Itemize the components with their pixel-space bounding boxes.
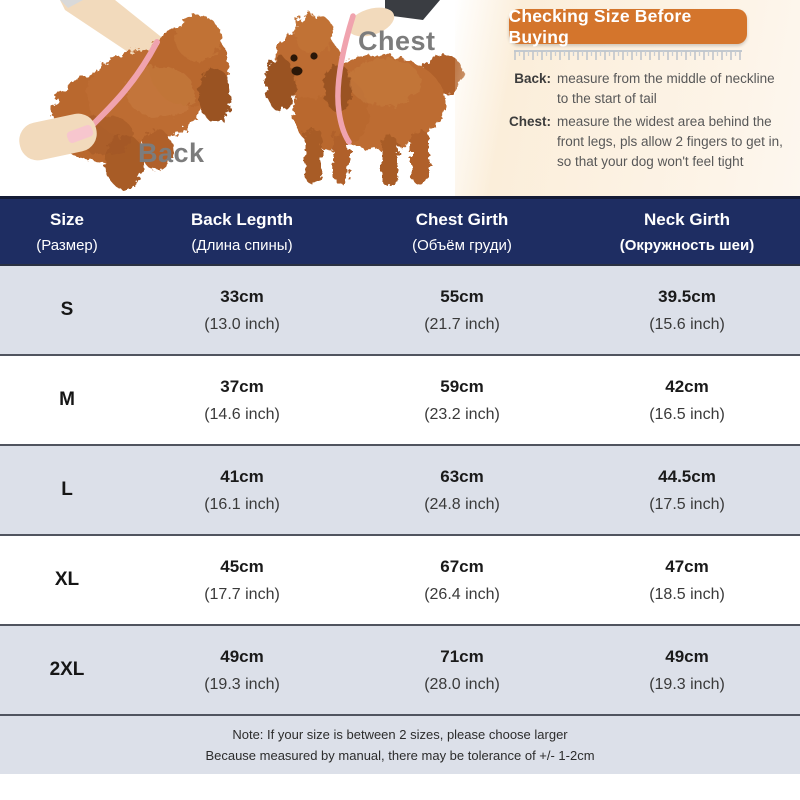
back-instruction-text: measure from the middle of neckline to the start of tail xyxy=(557,71,775,106)
header-size: Size (Размер) xyxy=(36,209,98,254)
chest-instruction-term: Chest: xyxy=(508,114,551,129)
back-photo-label: Back xyxy=(138,138,205,168)
table-row-m: M 37cm (14.6 inch) 59cm (23.2 inch) 42cm (16.5 inch) xyxy=(0,356,800,446)
size-label: M xyxy=(59,389,75,410)
chest-photo-label: Chest xyxy=(358,26,436,56)
measuring-guide-section xyxy=(0,0,800,196)
table-header-row xyxy=(0,196,800,266)
table-row-s: S 33cm (13.0 inch) 55cm (21.7 inch) 39.5cm (15.6 inch) xyxy=(0,266,800,356)
note-line-2: Because measured by manual, there may be tolerance of +/- 1-2cm xyxy=(205,748,595,763)
header-neck-girth: Neck Girth (Окружность шеи) xyxy=(619,209,755,254)
note-line-1: Note: If your size is between 2 sizes, please choose larger xyxy=(232,727,568,742)
table-row-l: L 41cm (16.1 inch) 63cm (24.8 inch) 44.5cm (17.5 inch) xyxy=(0,446,800,536)
size-table xyxy=(0,196,800,774)
size-label: S xyxy=(60,299,74,320)
size-label: 2XL xyxy=(49,659,85,680)
header-chest-girth: Chest Girth (Объём груди) xyxy=(412,209,512,254)
checking-size-banner: Checking Size Before Buying xyxy=(509,9,747,44)
table-row-xl: XL 45cm (17.7 inch) 67cm (26.4 inch) 47cm (18.5 inch) xyxy=(0,536,800,626)
ruler-icon xyxy=(514,49,742,63)
size-note xyxy=(0,716,800,774)
back-instruction-term: Back: xyxy=(514,71,551,86)
sizing-info-panel xyxy=(455,0,800,196)
chest-instruction-text: measure the widest area behind the front legs, pls allow 2 fingers to get in, so that your dog won't feel tight xyxy=(557,114,783,169)
size-label: L xyxy=(61,479,73,500)
table-row-2xl: 2XL 49cm (19.3 inch) 71cm (28.0 inch) 49cm (19.3 inch) xyxy=(0,626,800,716)
measuring-instructions xyxy=(455,69,800,172)
header-back-length: Back Legnth (Длина спины) xyxy=(190,209,294,254)
size-label: XL xyxy=(54,569,80,590)
